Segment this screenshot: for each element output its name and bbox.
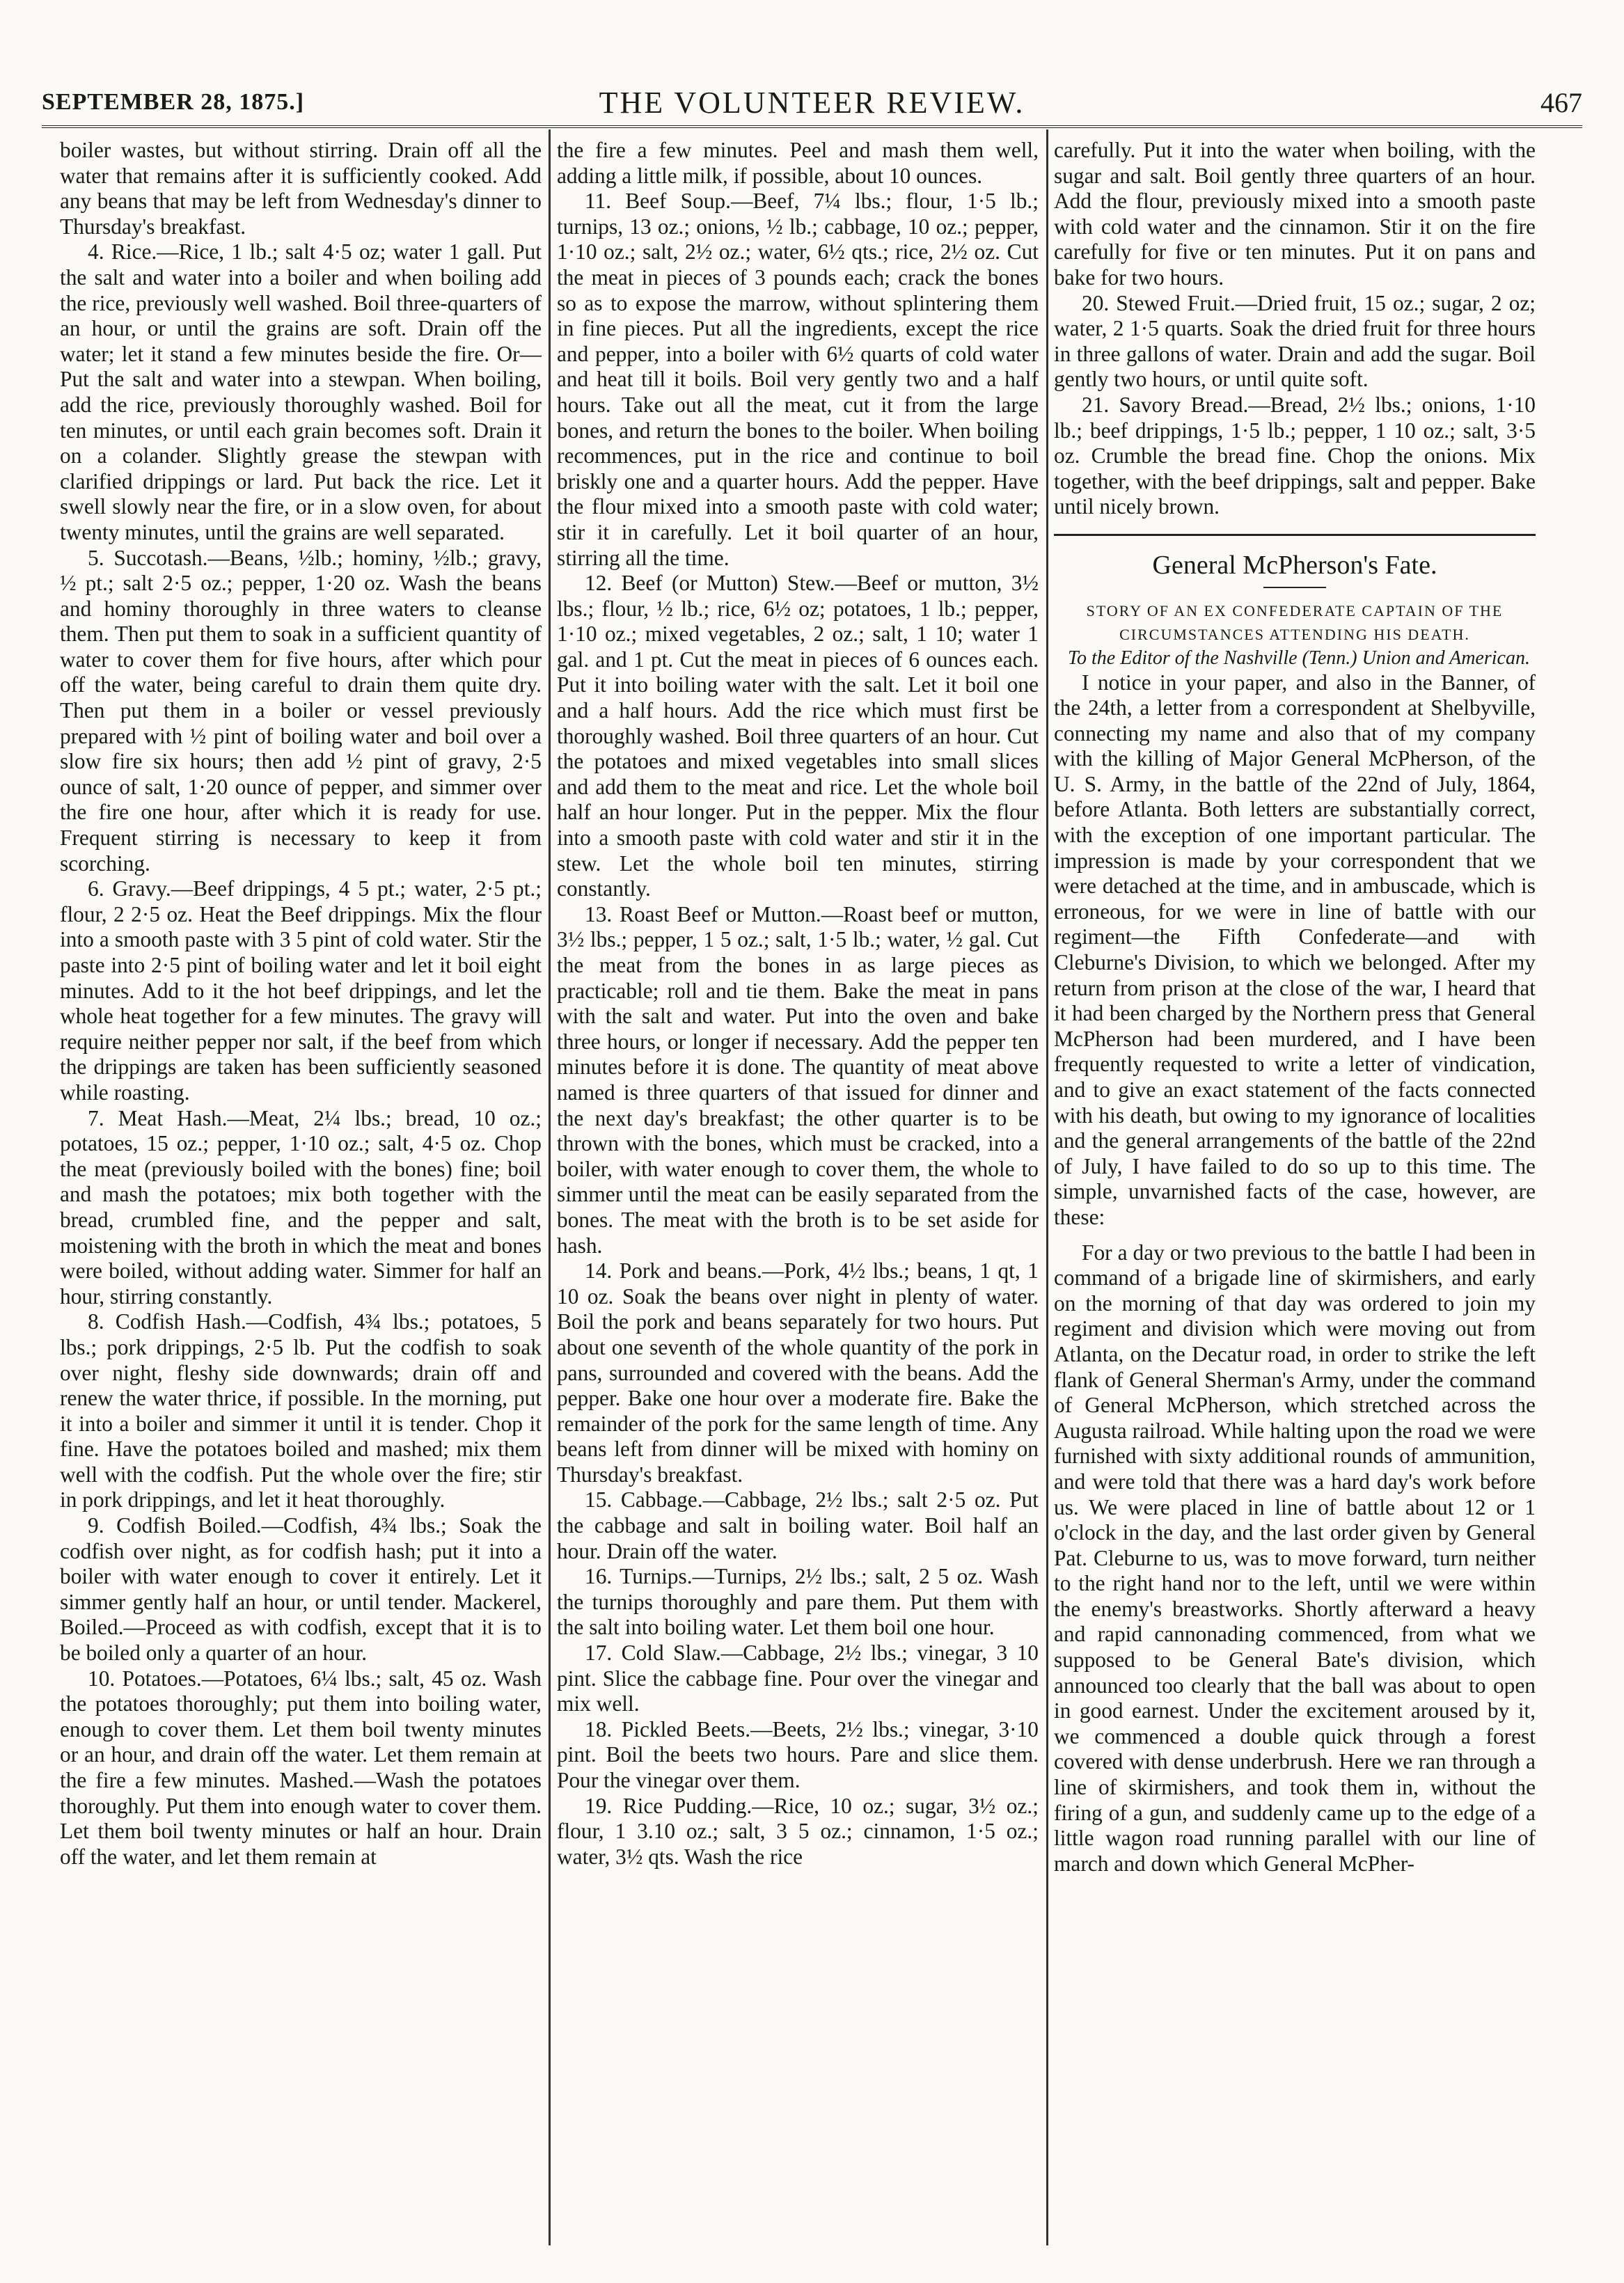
issue-date: SEPTEMBER 28, 1875.] xyxy=(42,89,305,115)
column-1 xyxy=(60,138,542,2233)
recipe-paragraph: 14. Pork and beans.—Pork, 4½ lbs.; beans, 1 qt, 1 10 oz. Soak the beans over night in plenty of water. Boil the pork and beans separately for two hours. Put about one seventh of the whole quantity of the pork in pans, surrounded and covered with the beans. Add the pepper. Bake one hour over a moderate fire. Bake the remainder of the pork for the same length of time. Any beans left from dinner will be mixed with hominy on Thursday's breakfast. xyxy=(557,1258,1039,1487)
article-paragraph: For a day or two previous to the battle I had been in command of a brigade line of skirmishers, and early on the morning of that day was ordered to join my regiment and division which were moving out from Atlanta, on the Decatur road, in order to strike the left flank of General Sherman's Army, under the command of General McPherson, which stretched across the Augusta railroad. While halting upon the road we were furnished with sixty additional rounds of ammunition, and were told that there was a hard day's work before us. We were placed in line of battle about 12 or 1 o'clock in the day, and the last order given by General Pat. Cleburne to us, was to move forward, turn neither to the right hand nor to the left, until we were within the enemy's breastworks. Shortly afterward a heavy and rapid cannonading commenced, from what we supposed to be General Bate's division, which announced too clearly that the ball was about to open in good earnest. Under the excitement aroused by it, we commenced a double quick through a forest covered with dense underbrush. Here we ran through a line of skirmishers, and took them in, without the firing of a gun, and suddenly came up to the edge of a little wagon road running parallel with our line of march and down which General McPher- xyxy=(1054,1240,1536,1876)
publication-title: THE VOLUNTEER REVIEW. xyxy=(599,86,1025,120)
paragraph-gap xyxy=(1054,1231,1536,1240)
recipe-paragraph: 4. Rice.—Rice, 1 lb.; salt 4·5 oz; water 1 gall. Put the salt and water into a boiler and when boiling add the rice, previously well washed. Boil three-quarters of an hour, or until the grains are soft. Drain off the water; let it stand a few minutes beside the fire. Or—Put the salt and water into a stewpan. When boiling, add the rice, previously thoroughly washed. Boil for ten minutes, or until each grain becomes soft. Drain it on a colander. Slightly grease the stewpan with clarified drippings or lard. Put back the rice. Let it swell slowly near the fire, or in a slow oven, for about twenty minutes, until the grains are well separated. xyxy=(60,239,542,544)
title-rule xyxy=(1263,587,1326,588)
article-dedication: To the Editor of the Nashville (Tenn.) Union and American. xyxy=(1068,647,1530,669)
recipe-paragraph: 15. Cabbage.—Cabbage, 2½ lbs.; salt 2·5 oz. Put the cabbage and salt in boiling water. Boil half an hour. Drain off the water. xyxy=(557,1487,1039,1563)
header-rule xyxy=(42,125,1582,128)
article-subhead: STORY OF AN EX CONFEDERATE CAPTAIN OF THE CIRCUMSTANCES ATTENDING HIS DEATH. xyxy=(1086,601,1504,643)
recipe-paragraph: carefully. Put it into the water when boiling, with the sugar and salt. Boil gently three quarters of an hour. Add the flour, previously mixed into a smooth paste with cold water and the cinnamon. Stir it on the fire carefully for five or ten minutes. Put it on pans and bake for two hours. xyxy=(1054,138,1536,290)
recipe-paragraph: 19. Rice Pudding.—Rice, 10 oz.; sugar, 3½ oz.; flour, 1 3.10 oz.; salt, 3 5 oz.; cinnamon, 1·5 oz.; water, 3½ qts. Wash the rice xyxy=(557,1793,1039,1869)
recipe-paragraph: 17. Cold Slaw.—Cabbage, 2½ lbs.; vinegar, 3 10 pint. Slice the cabbage fine. Pour over the vinegar and mix well. xyxy=(557,1641,1039,1716)
recipe-paragraph: boiler wastes, but without stirring. Drain off all the water that remains after it is sufficiently cooked. Add any beans that may be left from Wednesday's dinner to Thursday's breakfast. xyxy=(60,138,542,239)
recipe-paragraph: 21. Savory Bread.—Bread, 2½ lbs.; onions, 1·10 lb.; beef drippings, 1·5 lb.; pepper, 1 10 oz.; salt, 3·5 oz. Crumble the bread fine. Chop the onions. Mix together, with the beef drippings, salt and pepper. Bake until nicely brown. xyxy=(1054,392,1536,519)
recipe-paragraph: 5. Succotash.—Beans, ½lb.; hominy, ½lb.; gravy, ½ pt.; salt 2·5 oz.; pepper, 1·20 oz. Wash the beans and hominy thoroughly in three waters to cleanse them. Then put them to soak in a sufficient quantity of water to cover them for five hours, after which pour off the water, being careful to drain them quite dry. Then put them in a boiler or vessel previously prepared with ½ pint of boiling water and boil over a slow fire six hours; then add ½ pint of gravy, 2·5 ounce of salt, 1·20 ounce of pepper, and simmer over the fire one hour, after which it is ready for use. Frequent stirring is necessary to keep it from scorching. xyxy=(60,545,542,876)
recipe-paragraph: 11. Beef Soup.—Beef, 7¼ lbs.; flour, 1·5 lb.; turnips, 13 oz.; onions, ½ lb.; cabbage, 10 oz.; pepper, 1·10 oz.; salt, 2½ oz.; water, 6½ qts.; rice, 2½ oz. Cut the meat in pieces of 3 pounds each; crack the bones so as to expose the marrow, without splintering them in fine pieces. Put all the ingredients, except the rice and pepper, into a boiler with 6½ quarts of cold water and heat till it boils. Boil very gently two and a half hours. Take out all the meat, cut it from the large bones, and return the bones to the boiler. When boiling recommences, put in the rice and continue to boil briskly one and a quarter hours. Add the pepper. Have the flour mixed into a smooth paste with cold water; stir it in carefully. Let it boil quarter of an hour, stirring all the time. xyxy=(557,189,1039,570)
column-rule xyxy=(549,129,551,2245)
recipe-paragraph: 20. Stewed Fruit.—Dried fruit, 15 oz.; sugar, 2 oz; water, 2 1·5 quarts. Soak the dried fruit for three hours in three gallons of water. Drain and add the sugar. Boil gently two hours, or until quite soft. xyxy=(1054,290,1536,392)
recipe-paragraph: the fire a few minutes. Peel and mash them well, adding a little milk, if possible, about 10 ounces. xyxy=(557,138,1039,188)
recipe-paragraph: 18. Pickled Beets.—Beets, 2½ lbs.; vinegar, 3·10 pint. Boil the beets two hours. Pare and slice them. Pour the vinegar over them. xyxy=(557,1716,1039,1792)
running-header xyxy=(42,82,1582,124)
recipe-paragraph: 10. Potatoes.—Potatoes, 6¼ lbs.; salt, 45 oz. Wash the potatoes thoroughly; put them into boiling water, enough to cover them. Let them boil twenty minutes or an hour, and drain off the water. Let them remain at the fire a few minutes. Mashed.—Wash the potatoes thoroughly. Put them into enough water to cover them. Let them boil twenty minutes or half an hour. Drain off the water, and let them remain at xyxy=(60,1666,542,1869)
column-3 xyxy=(1054,138,1536,2233)
recipe-paragraph: 9. Codfish Boiled.—Codfish, 4¾ lbs.; Soak the codfish over night, as for codfish hash; put it into a boiler with water enough to cover it entirely. Let it simmer gently half an hour, or until tender. Mackerel, Boiled.—Proceed as with codfish, except that it is to be boiled only a quarter of an hour. xyxy=(60,1513,542,1666)
page-number: 467 xyxy=(1540,87,1582,118)
recipe-paragraph: 16. Turnips.—Turnips, 2½ lbs.; salt, 2 5 oz. Wash the turnips thoroughly and pare them. Put them with the salt into boiling water. Let them boil one hour. xyxy=(557,1564,1039,1640)
recipe-paragraph: 8. Codfish Hash.—Codfish, 4¾ lbs.; potatoes, 5 lbs.; pork drippings, 2·5 lb. Put the codfish to soak over night, fleshy side downwards; drain off and renew the water thrice, if possible. In the morning, put it into a boiler and simmer it until it is tender. Chop it fine. Have the potatoes boiled and mashed; mix them well with the codfish. Put the whole over the fire; stir in pork drippings, and let it heat thoroughly. xyxy=(60,1309,542,1512)
article-paragraph: I notice in your paper, and also in the Banner, of the 24th, a letter from a correspondent at Shelbyville, connecting my name and also that of my company with the killing of Major General McPherson, of the U. S. Army, in the battle of the 22nd of July, 1864, before Atlanta. Both letters are substantially correct, with the exception of one important particular. The impression is made by your correspondent that we were detached at the time, and in ambuscade, which is erroneous, for we were in line of battle with our regiment—the Fifth Confederate—and with Cleburne's Division, to which we belonged. After my return from prison at the close of the war, I heard that it had been charged by the Northern press that General McPherson had been murdered, and I have been frequently requested to write a letter of vindication, and to give an exact statement of the facts connected with his death, but owing to my ignorance of localities and the general arrangements of the battle of the 22nd of July, I have failed to do so up to this time. The simple, unvarnished facts of the case, however, are these: xyxy=(1054,670,1536,1229)
column-rule xyxy=(1046,129,1048,2245)
recipe-paragraph: 6. Gravy.—Beef drippings, 4 5 pt.; water, 2·5 pt.; flour, 2 2·5 oz. Heat the Beef drippings. Mix the flour into a smooth paste with 3 5 pint of cold water. Stir the paste into 2·5 pint of boiling water and let it boil eight minutes. Add to it the hot beef drippings, and let the whole heat together for a few minutes. The gravy will require neither pepper nor salt, if the beef from which the drippings are taken has been sufficiently seasoned while roasting. xyxy=(60,876,542,1105)
column-2 xyxy=(557,138,1039,2233)
recipe-paragraph: 7. Meat Hash.—Meat, 2¼ lbs.; bread, 10 oz.; potatoes, 15 oz.; pepper, 1·10 oz.; salt, 4·5 oz. Chop the meat (previously boiled with the bones) fine; boil and mash the potatoes; mix both together with the bread, crumbled fine, and the pepper and salt, moistening with the broth in which the meat and bones were boiled, without adding water. Simmer for half an hour, stirring constantly. xyxy=(60,1105,542,1309)
recipe-paragraph: 12. Beef (or Mutton) Stew.—Beef or mutton, 3½ lbs.; flour, ½ lb.; rice, 6½ oz; potatoes, 1 lb.; pepper, 1·10 oz.; mixed vegetables, 2 oz.; salt, 1 10; water 1 gal. and 1 pt. Cut the meat in pieces of 6 ounces each. Put it into boiling water with the salt. Let it boil one and a half hours. Add the rice which must first be thoroughly washed. Boil three quarters of an hour. Cut the potatoes and mixed vegetables into small slices and add them to the meat and rice. Let the whole boil half an hour longer. Put in the pepper. Mix the flour into a smooth paste with cold water and stir it in the stew. Let the whole boil ten minutes, stirring constantly. xyxy=(557,571,1039,901)
recipe-paragraph: 13. Roast Beef or Mutton.—Roast beef or mutton, 3½ lbs.; pepper, 1 5 oz.; salt, 1·5 lb.; water, ½ gal. Cut the meat from the bones in as large pieces as practicable; roll and tie them. Bake the meat in pans with the salt and water. Put into the oven and bake three hours, or longer if necessary. Add the pepper ten minutes before it is done. The quantity of meat above named is three quarters of that issued for dinner and the next day's breakfast; the other quarter is to be thrown with the bones, which must be cracked, into a boiler, with water enough to cover them, the whole to simmer until the meat can be easily separated from the bones. The meat with the broth is to be set aside for hash. xyxy=(557,901,1039,1258)
article-title: General McPherson's Fate. xyxy=(1152,550,1437,580)
article-divider xyxy=(1054,534,1536,536)
